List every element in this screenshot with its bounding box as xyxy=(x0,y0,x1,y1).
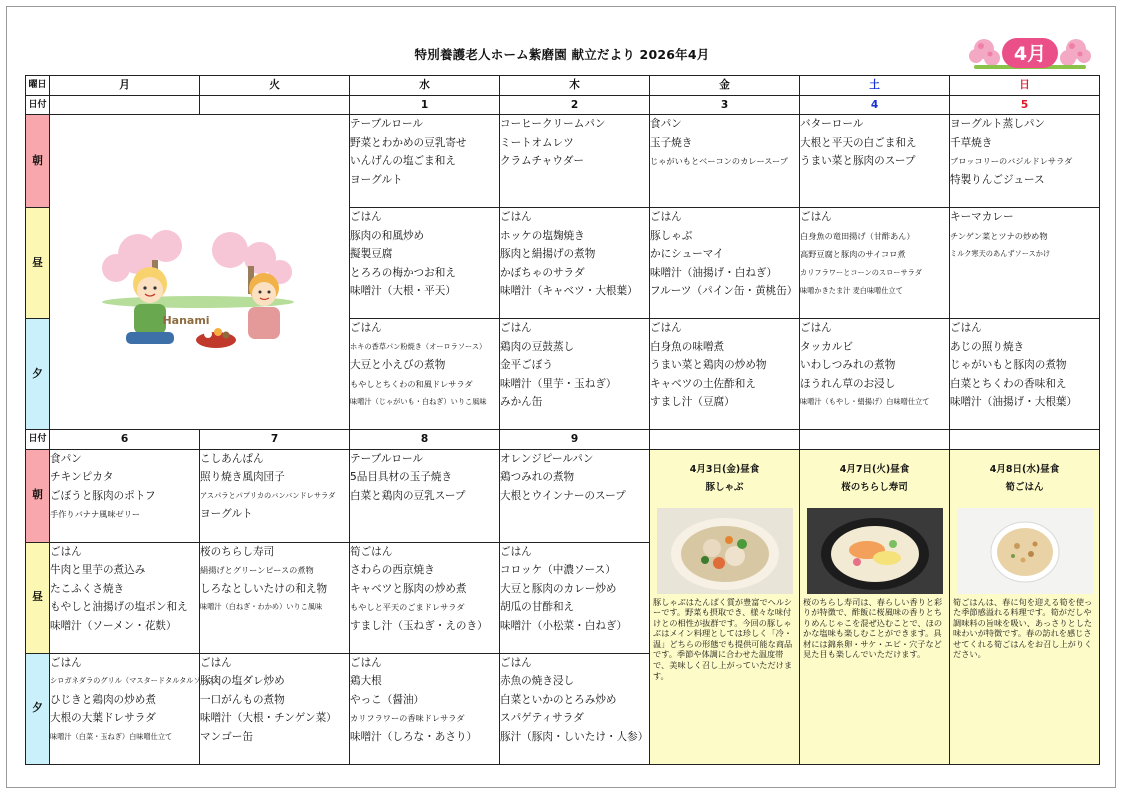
menu-item: ごぼうと豚肉のポトフ xyxy=(50,489,156,502)
menu-item: 大豆と小えびの煮物 xyxy=(350,359,446,371)
feature-dish: 豚しゃぶ xyxy=(705,481,744,493)
menu-item: じゃがいもと豚肉の煮物 xyxy=(950,359,1067,371)
menu-cell xyxy=(500,319,650,430)
menu-item: 玉子焼き xyxy=(650,136,693,149)
menu-item: いわしつみれの煮物 xyxy=(800,359,896,371)
feature-card xyxy=(650,449,800,764)
menu-item: 一口がんもの煮物 xyxy=(200,693,285,706)
feature-date: 4月8日(水)昼食 xyxy=(989,463,1060,475)
menu-item: ごはん xyxy=(950,322,982,334)
menu-item: キャベツと豚肉の炒め煮 xyxy=(350,582,467,595)
page-title: 特別養護老人ホーム紫磨園 献立だより 2026年4月 xyxy=(414,47,710,62)
menu-cell xyxy=(800,208,950,319)
menu-item: ヨーグルト xyxy=(350,173,403,186)
pork-shabu-photo-icon xyxy=(657,508,793,594)
menu-item: クラムチャウダー xyxy=(500,155,585,167)
date-cell: 1 xyxy=(350,95,500,115)
weekday-wed: 水 xyxy=(350,76,500,96)
menu-item: 鶏肉の豆鼓蒸し xyxy=(500,340,575,353)
menu-cell xyxy=(950,115,1100,208)
menu-item: ホッケの塩麹焼き xyxy=(500,229,585,242)
menu-item: ミルク寒天のあんずソースかけ xyxy=(950,249,1051,258)
menu-cell xyxy=(500,449,650,542)
menu-item: さわらの西京焼き xyxy=(350,564,435,576)
menu-item: シロガネダラのグリル（マスタードタルタルソース） xyxy=(50,676,222,685)
date-cell: 4 xyxy=(800,95,950,115)
date-cell xyxy=(800,430,950,450)
date-label: 日付 xyxy=(26,95,50,115)
date-cell xyxy=(50,95,200,115)
menu-item: 味噌汁（里芋・玉ねぎ） xyxy=(500,377,617,390)
menu-item: やっこ（醤油） xyxy=(350,693,425,706)
menu-item: 金平ごぼう xyxy=(500,359,553,371)
menu-item: ごはん xyxy=(650,211,682,223)
menu-item: テーブルロール xyxy=(350,118,423,130)
menu-item: 食パン xyxy=(50,452,82,465)
menu-item: うまい菜と豚肉のスープ xyxy=(800,155,916,167)
menu-item: オレンジピールパン xyxy=(500,452,594,465)
menu-item: チキンピカタ xyxy=(50,471,114,483)
menu-item: テーブルロール xyxy=(350,452,423,465)
date-cell: 7 xyxy=(200,430,350,450)
date-cell: 6 xyxy=(50,430,200,450)
date-cell: 3 xyxy=(650,95,800,115)
menu-item: 味噌汁（油揚げ・大根葉） xyxy=(950,396,1078,408)
menu-item: 味噌汁（大根・平天） xyxy=(350,285,456,297)
menu-item: 白菜といかのとろみ炒め xyxy=(500,693,617,706)
menu-item: すまし汁（玉ねぎ・えのき） xyxy=(350,619,488,632)
dinner-label: 夕 xyxy=(26,319,50,430)
menu-item: カリフラワーの香味ドレサラダ xyxy=(350,713,465,723)
menu-item: ごはん xyxy=(350,211,382,223)
menu-item: もやしと油揚げの塩ポン和え xyxy=(50,601,188,613)
menu-item: ごはん xyxy=(500,656,532,669)
menu-item: 味噌汁（もやし・絹揚げ）白味噌仕立て xyxy=(800,397,930,406)
menu-item: ごはん xyxy=(350,322,382,334)
weekday-sat: 土 xyxy=(800,76,950,96)
menu-item: 千草焼き xyxy=(950,136,993,149)
menu-item: 大根と平天の白ごま和え xyxy=(800,136,917,149)
lunch-label: 昼 xyxy=(26,542,50,653)
menu-item: ごはん xyxy=(200,656,232,669)
week2-breakfast-row xyxy=(26,449,1100,542)
menu-item: もやしと平天のごまドレサラダ xyxy=(350,602,465,612)
menu-cell xyxy=(350,542,500,653)
menu-item: 白菜とちくわの香味和え xyxy=(950,377,1067,390)
feature-description: 桜のちらし寿司は、春らしい香りと彩りが特徴で、酢飯に桜風味の香りとちりめんじゃこを混ぜ込むことで、ほのかな塩味も楽しむことができます。具材には錦糸卵・サケ・エビ・穴子など見た目も楽しんでいただけます。 xyxy=(803,596,943,660)
menu-item: たこふくさ焼き xyxy=(50,582,125,595)
menu-cell xyxy=(500,115,650,208)
menu-item: 豚肉の塩ダレ炒め xyxy=(200,675,285,687)
menu-cell xyxy=(500,542,650,653)
date-cell: 2 xyxy=(500,95,650,115)
menu-cell xyxy=(350,115,500,208)
menu-item: 白身魚の竜田揚げ（甘酢あん） xyxy=(800,230,915,241)
menu-item: 高野豆腐と豚肉のサイコロ煮 xyxy=(800,249,906,259)
hanami-illustration xyxy=(98,232,298,367)
menu-cell xyxy=(800,319,950,430)
weekday-sun: 日 xyxy=(950,76,1100,96)
menu-item: 味噌汁（小松菜・白ねぎ） xyxy=(500,619,628,632)
menu-item: カリフラワーとコーンのスローサラダ xyxy=(800,267,922,277)
menu-cell xyxy=(50,449,200,542)
menu-cell xyxy=(200,449,350,542)
menu-cell xyxy=(350,319,500,430)
menu-table xyxy=(25,75,1100,765)
weekday-thu: 木 xyxy=(500,76,650,96)
menu-cell xyxy=(950,319,1100,430)
menu-item: 豚肉の和風炒め xyxy=(350,229,425,242)
menu-item: とろろの梅かつお和え xyxy=(350,266,456,279)
menu-item: じゃがいもとベーコンのカレースープ xyxy=(650,156,788,166)
week2-date-row xyxy=(26,430,1100,450)
menu-item: 豚しゃぶ xyxy=(650,229,693,242)
menu-item: 大豆と豚肉のカレー炒め xyxy=(500,582,617,595)
menu-item: ごはん xyxy=(800,211,832,223)
menu-item: ほうれん草のお浸し xyxy=(800,377,896,390)
menu-item: 桜のちらし寿司 xyxy=(200,545,275,558)
menu-cell xyxy=(200,653,350,764)
menu-item: 豚肉と絹揚げの煮物 xyxy=(500,248,596,260)
menu-item: こしあんぱん xyxy=(200,452,264,465)
menu-item: 特製りんごジュース xyxy=(950,173,1045,186)
menu-item: かぼちゃのサラダ xyxy=(500,266,585,279)
menu-item: 味噌汁（白菜・玉ねぎ）白味噌仕立て xyxy=(50,731,173,741)
menu-item: 胡瓜の甘酢和え xyxy=(500,601,575,613)
menu-item: 味噌汁（しろな・あさり） xyxy=(350,730,478,743)
menu-item: 鶏大根 xyxy=(350,675,382,687)
menu-item: ホキの香草パン粉焼き（オーロラソース） xyxy=(350,341,487,351)
menu-item: 味噌汁（じゃがいも・白ねぎ）いりこ風味 xyxy=(350,397,487,406)
menu-item: アスパラとパプリカのバンバンドレサラダ xyxy=(200,490,336,500)
menu-cell xyxy=(950,208,1100,319)
menu-cell xyxy=(500,653,650,764)
menu-item: コロッケ（中濃ソース） xyxy=(500,564,616,576)
menu-item: 照り焼き風肉団子 xyxy=(200,471,285,483)
menu-item: 大根とウインナーのスープ xyxy=(500,489,626,502)
menu-cell xyxy=(650,208,800,319)
menu-item: ヨーグルト xyxy=(200,508,253,520)
menu-item: ごはん xyxy=(650,322,682,334)
feature-dish: 桜のちらし寿司 xyxy=(841,481,908,493)
date-cell: 5 xyxy=(950,95,1100,115)
menu-item: しろなとしいたけの和え物 xyxy=(200,582,328,595)
menu-item: 味噌汁（白ねぎ・わかめ）いりこ風味 xyxy=(200,602,323,611)
breakfast-label: 朝 xyxy=(26,449,50,542)
menu-cell xyxy=(800,115,950,208)
menu-item: キャベツの土佐酢和え xyxy=(650,377,756,390)
menu-item: ごはん xyxy=(500,545,532,558)
menu-item: 5品目具材の玉子焼き xyxy=(350,471,453,483)
menu-item: 味噌汁（ソーメン・花麩） xyxy=(50,619,177,632)
menu-item: 味噌汁（キャベツ・大根葉） xyxy=(500,285,638,297)
weekday-label: 曜日 xyxy=(26,76,50,96)
menu-cell xyxy=(50,653,222,764)
weekday-fri: 金 xyxy=(650,76,800,96)
illustration-caption: Hanami xyxy=(162,314,210,327)
menu-item: 味噌かきたま汁 麦白味噌仕立て xyxy=(800,286,903,295)
menu-item: もやしとちくわの和風ドレサラダ xyxy=(350,378,473,389)
menu-item: マンゴー缶 xyxy=(200,730,253,743)
menu-item: 牛肉と里芋の煮込み xyxy=(50,564,146,576)
menu-item: 白身魚の味噌煮 xyxy=(650,340,725,353)
menu-item: 野菜とわかめの豆乳寄せ xyxy=(350,136,467,149)
date-label: 日付 xyxy=(26,430,50,450)
menu-cell xyxy=(350,208,500,319)
menu-item: タッカルビ xyxy=(800,340,853,353)
month-badge xyxy=(968,34,1092,74)
menu-cell xyxy=(350,449,500,542)
menu-item: 味噌汁（油揚げ・白ねぎ） xyxy=(650,266,778,279)
menu-item: チンゲン菜とツナの炒め物 xyxy=(950,230,1048,241)
weekday-tue: 火 xyxy=(200,76,350,96)
feature-dish: 筍ごはん xyxy=(1005,481,1044,493)
menu-item: ごはん xyxy=(50,656,82,669)
week1-breakfast-row xyxy=(26,115,1100,208)
menu-item: 擬製豆腐 xyxy=(350,248,393,260)
feature-date: 4月7日(火)昼食 xyxy=(839,463,910,475)
menu-item: 大根の大葉ドレサラダ xyxy=(50,712,156,724)
dinner-label: 夕 xyxy=(26,653,50,764)
date-cell: 8 xyxy=(350,430,500,450)
menu-item: すまし汁（豆腐） xyxy=(650,396,735,408)
breakfast-label: 朝 xyxy=(26,115,50,208)
date-cell: 9 xyxy=(500,430,650,450)
feature-card xyxy=(800,449,950,764)
menu-item: キーマカレー xyxy=(950,211,1014,223)
menu-item: うまい菜と鶏肉の炒め物 xyxy=(650,359,767,371)
menu-item: ごはん xyxy=(500,211,532,223)
menu-item: フルーツ（パイン缶・黄桃缶） xyxy=(650,285,798,297)
menu-item: 絹揚げとグリーンピースの煮物 xyxy=(200,565,314,575)
date-cell xyxy=(200,95,350,115)
menu-item: ミートオムレツ xyxy=(500,136,574,149)
menu-item: 食パン xyxy=(650,118,682,130)
feature-description: 豚しゃぶはたんぱく質が豊富でヘルシーです。野菜も摂取でき、様々な味付けとの相性が抜群です。今回の豚しゃぶはメイン料理としては珍しく「冷・温」どちらの形態でも提供可能な商品です。季節や体調に合わせた温度帯で、美味しく召し上がっていただけます。 xyxy=(653,596,793,681)
menu-item: 豚汁（豚肉・しいたけ・人参） xyxy=(500,730,649,743)
menu-item: コーヒークリームパン xyxy=(500,118,606,130)
menu-cell xyxy=(200,542,350,653)
menu-item: ヨーグルト蒸しパン xyxy=(950,118,1046,130)
menu-item: かにシューマイ xyxy=(650,248,724,260)
weekday-mon: 月 xyxy=(50,76,200,96)
date-cell xyxy=(950,430,1100,450)
menu-item: みかん缶 xyxy=(500,396,543,408)
date-cell xyxy=(650,430,800,450)
menu-item: 手作りバナナ風味ゼリー xyxy=(50,509,141,519)
menu-item: 鶏つみれの煮物 xyxy=(500,471,575,483)
menu-item: ブロッコリーのバジルドレサラダ xyxy=(950,156,1073,166)
menu-item: 筍ごはん xyxy=(350,545,393,558)
menu-item: ごはん xyxy=(800,322,832,334)
menu-item: あじの照り焼き xyxy=(950,340,1025,353)
menu-item: ごはん xyxy=(50,545,82,558)
menu-cell xyxy=(500,208,650,319)
menu-item: バターロール xyxy=(800,118,864,130)
month-badge-text: 4月 xyxy=(1013,43,1047,65)
menu-cell xyxy=(650,319,800,430)
weekday-row xyxy=(26,76,1100,96)
menu-item: 味噌汁（大根・チンゲン菜） xyxy=(200,712,337,724)
menu-item: スパゲティサラダ xyxy=(500,712,584,724)
menu-item: 白菜と鶏肉の豆乳スープ xyxy=(350,489,466,502)
feature-description: 筍ごはんは、春に旬を迎える筍を使った季節感溢れる料理です。筍がだしや調味料の旨味を吸い、あっさりとした味わいが特徴です。春の訪れを感じさせてくれる筍ごはんをお召し上がりください。 xyxy=(953,596,1093,660)
menu-item: ひじきと鶏肉の炒め煮 xyxy=(50,693,156,706)
menu-cell xyxy=(50,542,200,653)
feature-date: 4月3日(金)昼食 xyxy=(689,463,760,475)
menu-cell xyxy=(650,115,800,208)
feature-card xyxy=(950,449,1100,764)
menu-cell xyxy=(350,653,500,764)
chirashi-sushi-photo-icon xyxy=(807,508,943,594)
menu-item: ごはん xyxy=(500,322,532,334)
menu-item: ごはん xyxy=(350,656,382,669)
menu-item: 赤魚の焼き浸し xyxy=(500,675,575,687)
menu-item: いんげんの塩ごま和え xyxy=(350,155,456,167)
week1-date-row xyxy=(26,95,1100,115)
lunch-label: 昼 xyxy=(26,208,50,319)
takenoko-rice-photo-icon xyxy=(957,508,1093,594)
